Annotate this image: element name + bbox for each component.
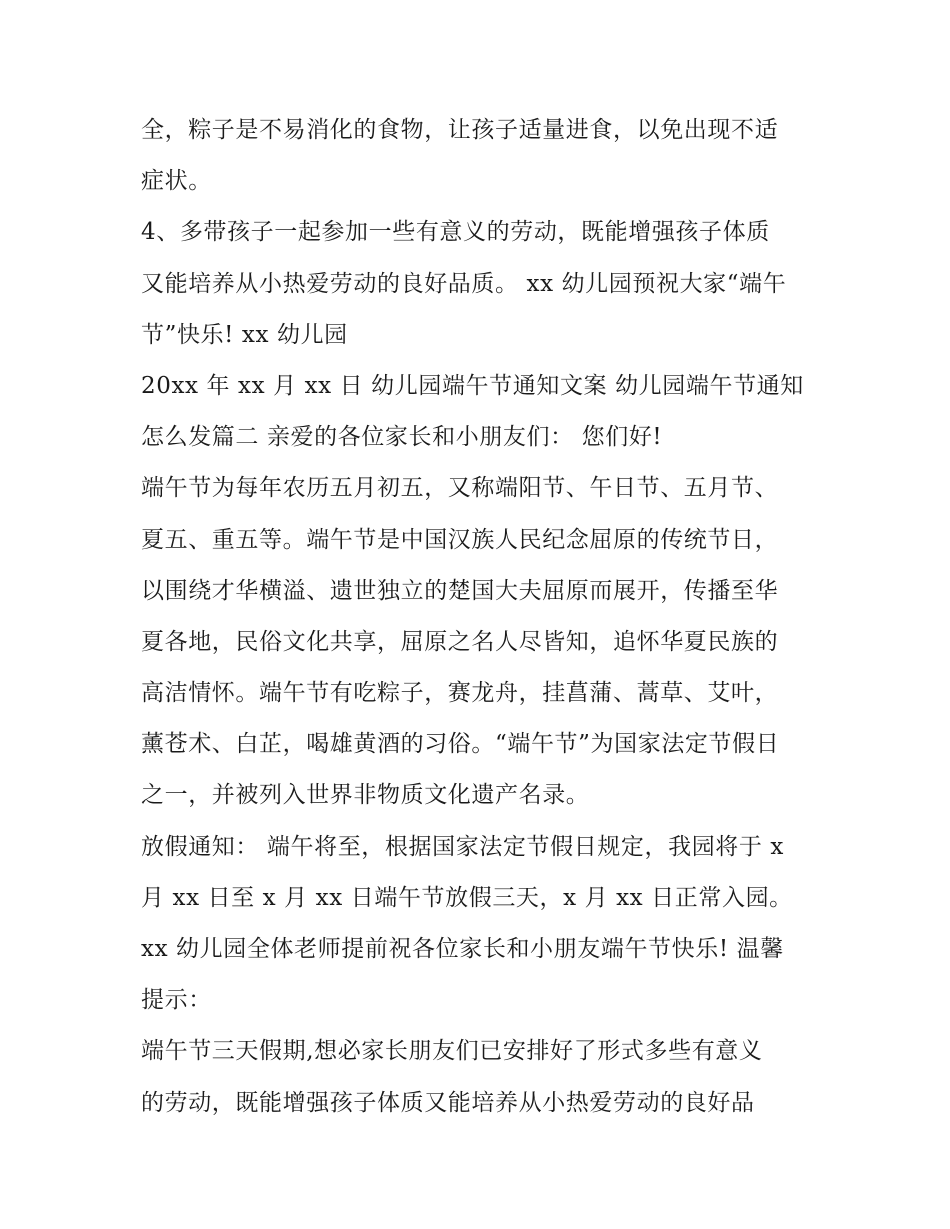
text-line: 之一，并被列入世界非物质文化遗产名录。 [141, 782, 590, 809]
text-line: 怎么发篇二 亲爱的各位家长和小朋友们： 您们好! [141, 424, 663, 451]
document-body [141, 105, 821, 1129]
text-line: 以围绕才华横溢、遗世独立的楚国大夫屈原而展开，传播至华 [141, 577, 779, 604]
text-line: 月 xx 日至 x 月 xx 日端午节放假三天，x 月 xx 日正常入园。 [141, 884, 793, 911]
text-line: 4、多带孩子一起参加一些有意义的劳动，既能增强孩子体质 [141, 219, 770, 246]
text-line: 全，粽子是不易消化的食物，让孩子适量进食，以免出现不适 [141, 117, 779, 143]
text-line: 放假通知： 端午将至，根据国家法定节假日规定，我园将于 x [141, 833, 784, 860]
text-line: 端午节为每年农历五月初五，又称端阳节、午日节、五月节、 [141, 475, 779, 502]
text-line: 症状。 [141, 168, 212, 195]
text-line: 提示： [141, 987, 212, 1014]
text-line: 节”快乐! xx 幼儿园 [141, 321, 348, 348]
text-line: 的劳动，既能增强孩子体质又能培养从小热爱劳动的良好品 [141, 1089, 755, 1116]
text-line: 端午节三天假期,想必家长朋友们已安排好了形式多些有意义 [141, 1038, 763, 1065]
text-line: 高洁情怀。端午节有吃粽子，赛龙舟，挂菖蒲、蒿草、艾叶， [141, 680, 779, 707]
text-line: xx 幼儿园全体老师提前祝各位家长和小朋友端午节快乐! 温馨 [141, 936, 784, 962]
text-line: 夏各地，民俗文化共享，屈原之名人尽皆知，追怀华夏民族的 [141, 628, 779, 655]
text-line: 又能培养从小热爱劳动的良好品质。 xx 幼儿园预祝大家“端午 [141, 270, 787, 297]
text-line: 夏五、重五等。端午节是中国汉族人民纪念屈原的传统节日， [141, 526, 779, 553]
text-line: 薰苍术、白芷，喝雄黄酒的习俗。“端午节”为国家法定节假日 [141, 731, 780, 758]
text-line: 20xx 年 xx 月 xx 日 幼儿园端午节通知文案 幼儿园端午节通知 [141, 372, 804, 399]
